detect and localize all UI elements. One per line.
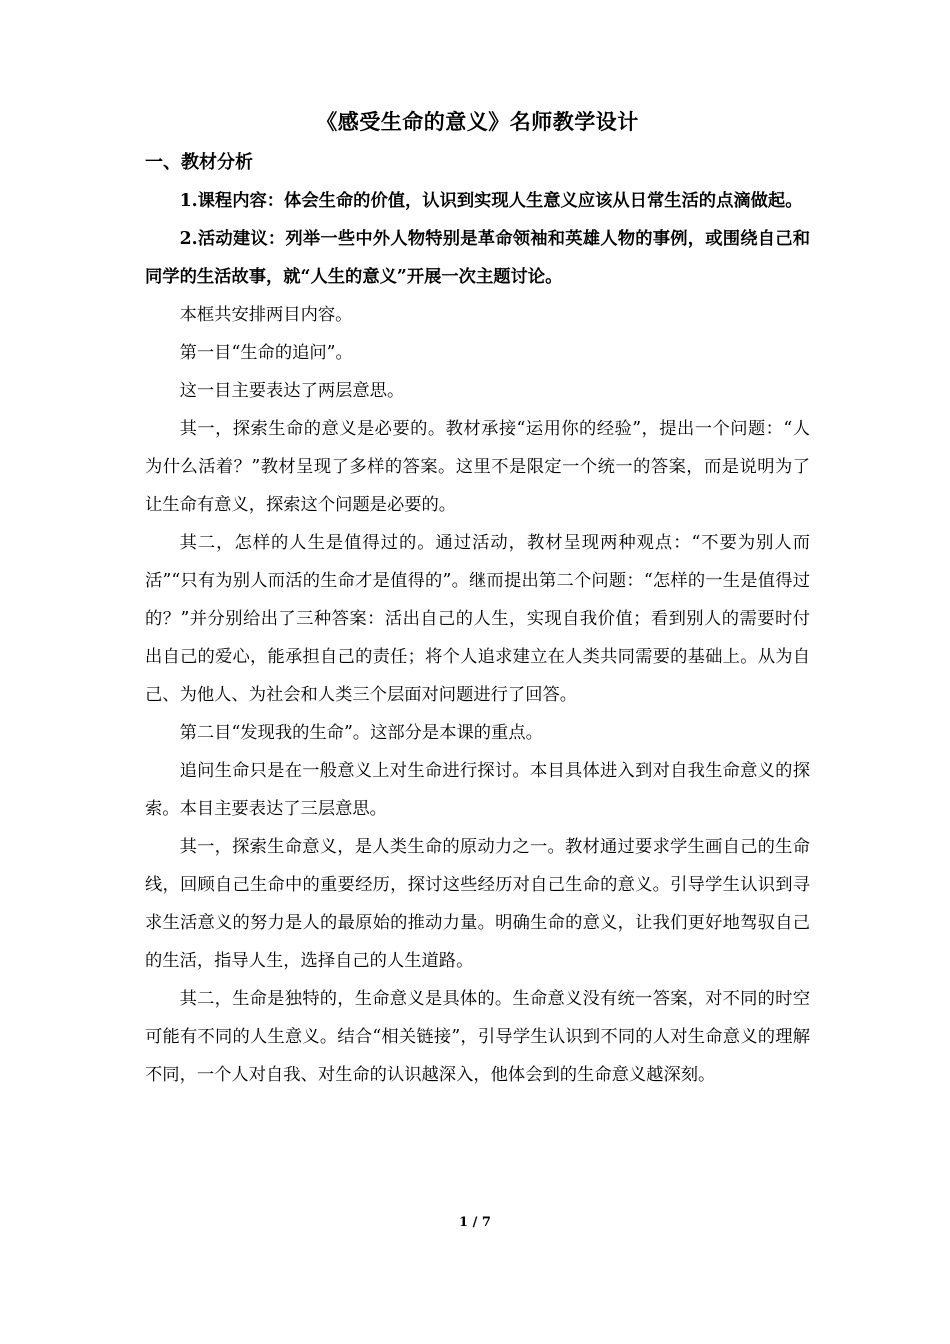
page-number: 1 / 7 xyxy=(459,1215,491,1230)
course-content-paragraph: 1.课程内容：体会生命的价值，认识到实现人生意义应该从日常生活的点滴做起。 xyxy=(179,191,803,211)
body-paragraph: 第一目“生命的追问”。 xyxy=(179,343,353,363)
document-title: 《感受生命的意义》名师教学设计 xyxy=(316,109,639,134)
section-heading: 一、教材分析 xyxy=(145,152,253,173)
body-paragraph: 追问生命只是在一般意义上对生命进行探讨。本目具体进入到对自我生命意义的探索。本目主要表达了三层意思。 xyxy=(145,761,810,819)
activity-suggestion-paragraph: 2.活动建议：列举一些中外人物特别是革命领袖和英雄人物的事例，或围绕自己和同学的生活故事，就“人生的意义”开展一次主题讨论。 xyxy=(145,229,810,287)
body-paragraph: 其二，怎样的人生是值得过的。通过活动，教材呈现两种观点：“不要为别人而活”“只有为别人而活的生命才是值得的”。继而提出第二个问题：“怎样的一生是值得过的？”并分别给出了三种答案：活出自己的人生，实现自我价值；看到别人的需要时付出自己的爱心，能承担自己的责任；将个人追求建立在人类共同需要的基础上。从为自己、为他人、为社会和人类三个层面对问题进行了回答。 xyxy=(145,533,810,705)
body-paragraph: 本框共安排两目内容。 xyxy=(179,305,353,325)
body-paragraph: 这一目主要表达了两层意思。 xyxy=(179,381,405,401)
body-paragraph: 其二，生命是独特的，生命意义是具体的。生命意义没有统一答案，对不同的时空可能有不同的人生意义。结合“相关链接”，引导学生认识到不同的人对生命意义的理解不同，一个人对自我、对生命的认识越深入，他体会到的生命意义越深刻。 xyxy=(145,989,810,1085)
document-page xyxy=(145,100,810,1094)
body-paragraph: 第二目“发现我的生命”。这部分是本课的重点。 xyxy=(179,723,543,743)
body-paragraph: 其一，探索生命的意义是必要的。教材承接“运用你的经验”，提出一个问题：“人为什么活着？”教材呈现了多样的答案。这里不是限定一个统一的答案，而是说明为了让生命有意义，探索这个问题是必要的。 xyxy=(145,419,810,515)
body-paragraph: 其一，探索生命意义，是人类生命的原动力之一。教材通过要求学生画自己的生命线，回顾自己生命中的重要经历，探讨这些经历对自己生命的意义。引导学生认识到寻求生活意义的努力是人的最原始的推动力量。明确生命的意义，让我们更好地驾驭自己的生活，指导人生，选择自己的人生道路。 xyxy=(145,837,810,971)
